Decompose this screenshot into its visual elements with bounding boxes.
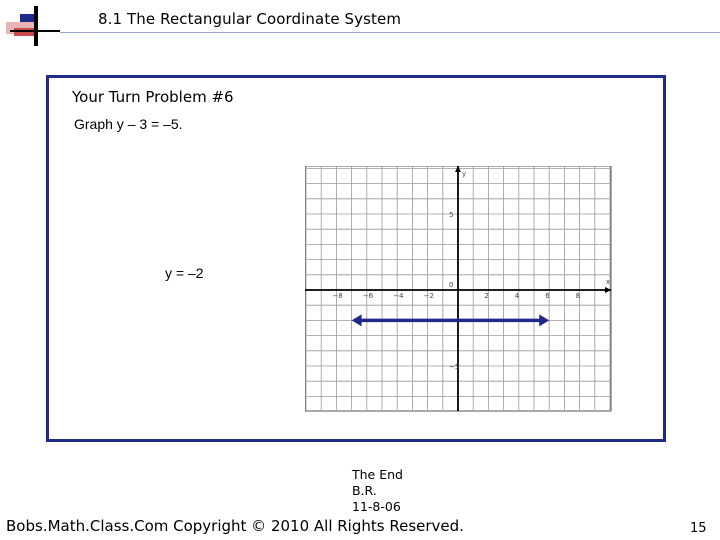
y-tick-label: −5 bbox=[449, 363, 460, 371]
x-tick-label: 2 bbox=[484, 292, 489, 300]
logo-mark bbox=[0, 0, 70, 50]
x-tick-label: 6 bbox=[545, 292, 550, 300]
copyright-text: Bobs.Math.Class.Com Copyright © 2010 All Rights Reserved. bbox=[6, 517, 464, 535]
footer-line-initials: B.R. bbox=[352, 483, 377, 498]
x-tick-label: 8 bbox=[575, 292, 581, 300]
footer-line-date: 11-8-06 bbox=[352, 499, 401, 514]
page-number: 15 bbox=[690, 521, 707, 536]
x-tick-label: −2 bbox=[423, 292, 434, 300]
x-axis-label: x bbox=[606, 278, 611, 286]
problem-heading: Your Turn Problem #6 bbox=[72, 88, 234, 106]
title-divider bbox=[60, 32, 720, 33]
x-tick-label: −6 bbox=[362, 292, 374, 300]
answer-equation: y = –2 bbox=[165, 265, 204, 281]
x-tick-label: −8 bbox=[332, 292, 343, 300]
coordinate-grid bbox=[305, 166, 613, 412]
footer-line-end: The End bbox=[352, 467, 403, 482]
slide-title: 8.1 The Rectangular Coordinate System bbox=[98, 10, 402, 28]
y-tick-label: 5 bbox=[449, 211, 454, 219]
x-tick-label: 4 bbox=[514, 292, 520, 300]
problem-statement: Graph y – 3 = –5. bbox=[74, 116, 183, 132]
footer-note bbox=[352, 467, 403, 515]
x-tick-label: −4 bbox=[393, 292, 404, 300]
y-tick-label: 0 bbox=[449, 281, 454, 289]
y-axis-label: y bbox=[462, 170, 467, 178]
